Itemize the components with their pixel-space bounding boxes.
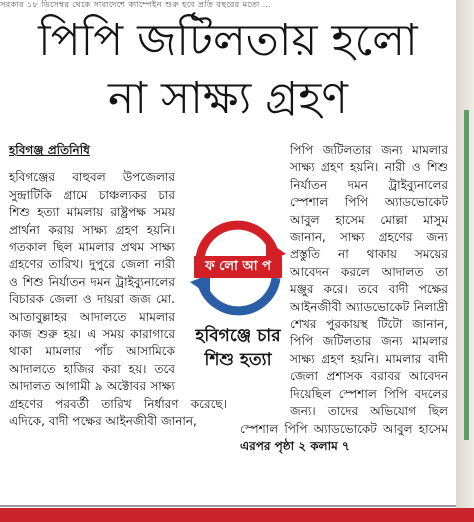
headline-line-2: না সাক্ষ্য গ্রহণ bbox=[108, 73, 348, 124]
top-clipped-text: সরকার ১৮ ডিসেম্বর থেকে সারাদেশে ক্যাম্পেইন শুরু হবে প্রতি বছরের মতো … bbox=[0, 0, 272, 9]
adjacent-page-edge bbox=[456, 0, 474, 522]
followup-label: ফ লো আ প bbox=[194, 256, 282, 278]
kicker-line-2: শিশু হত্যা bbox=[204, 350, 272, 370]
continuation-note: এরপর পৃষ্ঠা ২ কলাম ৭ bbox=[240, 438, 350, 453]
bottom-red-bar bbox=[0, 508, 474, 522]
headline bbox=[0, 12, 456, 128]
followup-logo bbox=[170, 218, 306, 318]
kicker bbox=[176, 324, 300, 372]
headline-line-1: পিপি জটিলতায় হলো bbox=[38, 15, 418, 66]
byline: হবিগঞ্জ প্রতিনিধি bbox=[9, 143, 90, 157]
left-paragraph: হবিগঞ্জের বাহুবল উপজেলার সুন্দ্রাটিকি গ্রামে চাঞ্চল্যকর চার শিশু হত্যা মামলায় রাষ্ট্রপক্ষ সময় প্রার্থনা করায় সাক্ষ্য গ্রহণ হয়নি। গতকাল ছিল মামলার প্রথম সাক্ষ্য গ্রহণের তারিখ। দুপুরে জেলা নারী ও শিশু নির্যাতন দমন ট্রাইব্যুনালের বিচারক জেলা ও দায়রা জজ মো. আতাবুল্লাহর আদালতে মামলার কাজ শুরু হয়। এ সময় কারাগারে থাকা মামলার পাঁচ আসামিকে আদালতে হাজির করা হয়। তবে আদালত আগামী ৯ অক্টোবর সাক্ষ্য গ্রহণের পরবর্তী তারিখ নির্ধারণ করেছে। এদিকে, বাদী পক্ষের আইনজীবী জানান, bbox=[9, 170, 227, 429]
kicker-line-1: হবিগঞ্জে চার bbox=[195, 326, 281, 346]
right-paragraph-text: পিপি জটিলতার জন্য মামলার সাক্ষ্য গ্রহণ হয়নি। নারী ও শিশু নির্যাতন দমন ট্রাইব্যুনালের স্পেশাল পিপি অ্যাডভোকেট আবুল হাসেম মোল্লা মাসুম জানান, সাক্ষ্য গ্রহণের জন্য প্রস্তুতি না থাকায় সময়ের আবেদন করলে আদালত তা মঞ্জুর করে। তবে বাদী পক্ষের আইনজীবী অ্যাডভোকেট নিলাদ্রী শেখর পুরকায়স্থ টিটো জানান, পিপি জটিলতার জন্য মামলার সাক্ষ্য গ্রহণ হয়নি। মামলার বাদী জেলা প্রশাসক বরাবর আবেদন দিয়েছিল স্পেশাল পিপি বদলের জন্য। তাদের অভিযোগ ছিল স্পেশাল পিপি অ্যাডভোকেট আবুল হাসেম bbox=[240, 143, 448, 436]
